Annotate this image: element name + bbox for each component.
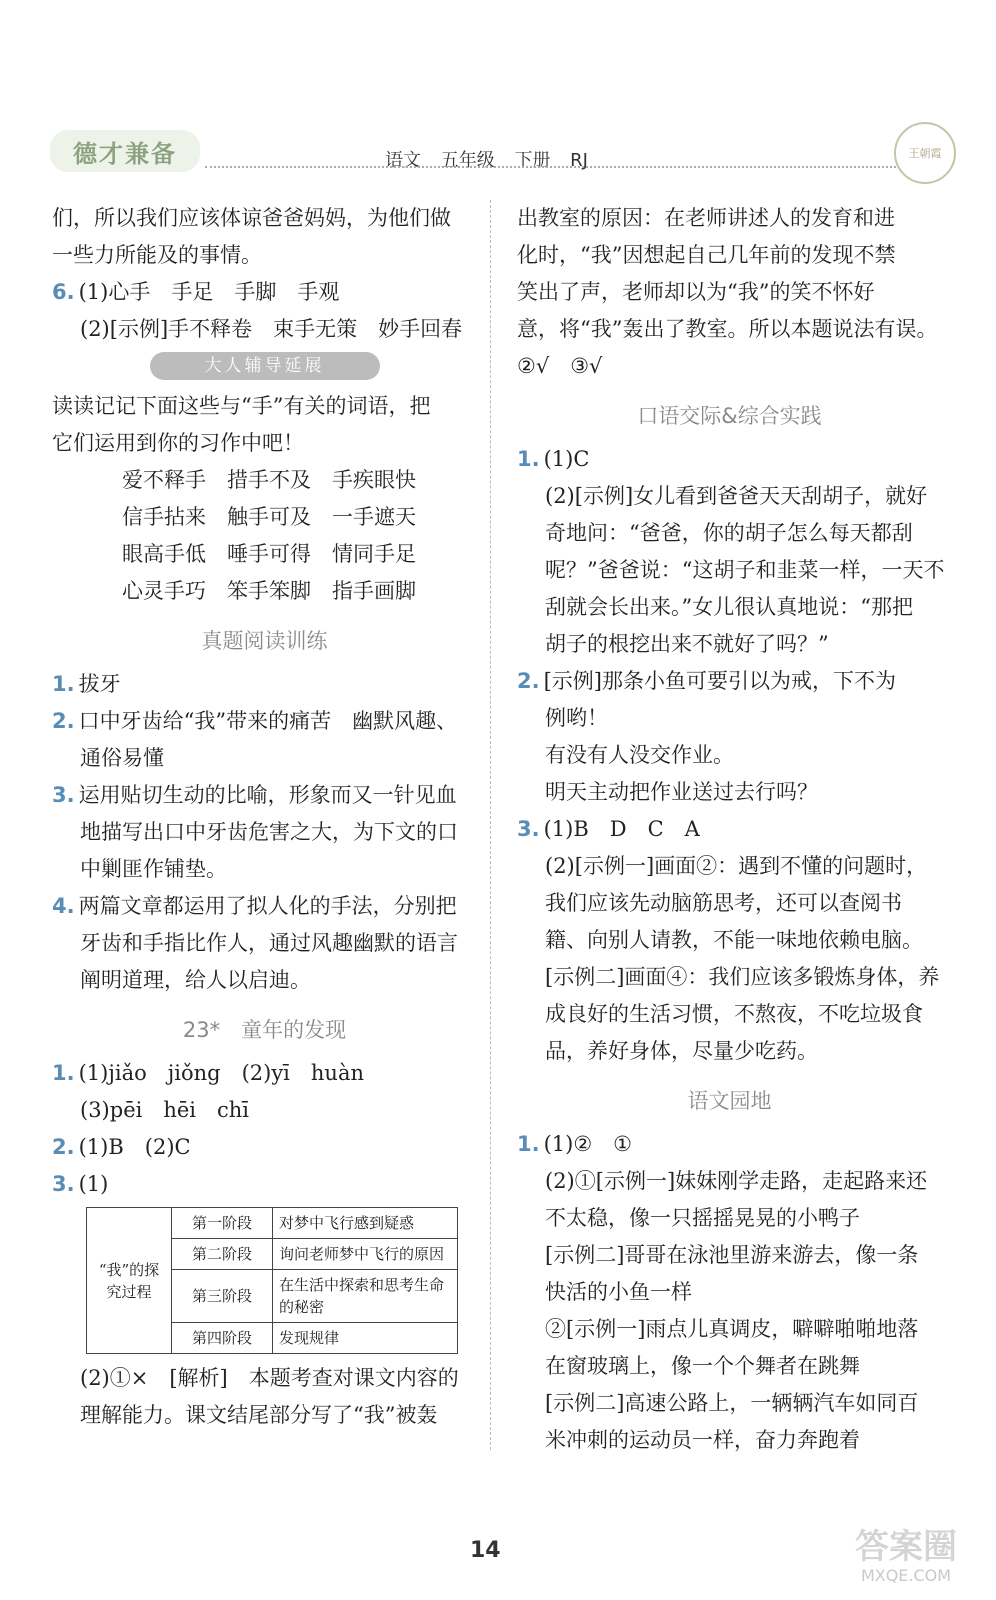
section-title: 口语交际&综合实践: [637, 404, 822, 428]
answer-text: 胡子的根挖出来不就好了吗？”: [545, 632, 829, 656]
text-line: ②√ ③√: [517, 354, 603, 378]
word-list-row: 眼高手低 唾手可得 情同手足: [122, 542, 416, 566]
lesson-answer-1: [52, 1055, 477, 1092]
answer-text: [示例二]哥哥在泳池里游来游去，像一条: [545, 1243, 919, 1267]
watermark-text: 答案圈: [855, 1527, 957, 1567]
lesson-answer-2: [52, 1129, 477, 1166]
question-number: 2.: [52, 1135, 75, 1159]
watermark-logo: [836, 1528, 976, 1590]
answer-text: [示例二]画面④：我们应该多锻炼身体，养: [545, 965, 940, 989]
question-number: 2.: [517, 669, 540, 693]
column-divider: [490, 200, 491, 1450]
table-row: [87, 1208, 458, 1239]
answer-text: 通俗易懂: [80, 746, 164, 770]
answer-text: 阐明道理，给人以启迪。: [80, 968, 311, 992]
question-number: 1.: [52, 1061, 75, 1085]
answer-text: 奇地问：“爸爸，你的胡子怎么每天都刮: [545, 521, 913, 545]
table-cell: 在生活中探索和思考生命的秘密: [273, 1270, 458, 1323]
question-number: 2.: [52, 709, 75, 733]
oral-answer-2: [517, 663, 942, 700]
right-column: [517, 200, 945, 1459]
table-header-cell: “我”的探究过程: [87, 1208, 172, 1354]
text-line: 出教室的原因：在老师讲述人的发育和进: [517, 206, 895, 230]
garden-answer-1: [517, 1126, 942, 1163]
answer-text: (2)[示例]手不释卷 束手无策 妙手回春: [80, 317, 463, 341]
answer-text: 运用贴切生动的比喻，形象而又一针见血: [78, 783, 457, 807]
answer-text: 在窗玻璃上，像一个个舞者在跳舞: [545, 1354, 860, 1378]
answer-text: 呢？”爸爸说：“这胡子和韭菜一样，一天不: [545, 558, 945, 582]
text-line: 笑出了声，老师却以为“我”的笑不怀好: [517, 280, 875, 304]
answer-text: (1)心手 手足 手脚 手观: [78, 280, 340, 304]
lesson-answer-3: [52, 1166, 477, 1203]
question-number: 1.: [517, 447, 540, 471]
answer-text: 快活的小鱼一样: [545, 1280, 692, 1304]
answer-text: 两篇文章都运用了拟人化的手法，分别把: [78, 894, 457, 918]
header-divider: [205, 166, 896, 168]
answer-text: 中剿匪作铺垫。: [80, 857, 227, 881]
table-cell: 对梦中飞行感到疑惑: [273, 1208, 458, 1239]
answer-text: 拔牙: [78, 672, 121, 696]
answer-text: (1)jiǎo jiǒng (2)yī huàn: [78, 1061, 364, 1085]
extension-text: 读读记记下面这些与“手”有关的词语，把: [52, 394, 431, 418]
answer-text: (1): [78, 1172, 109, 1196]
table-cell: 第四阶段: [172, 1323, 273, 1354]
watermark-url: MXQE.COM: [860, 1566, 952, 1585]
reading-answer-4: [52, 888, 477, 925]
answer-text: [示例二]高速公路上，一辆辆汽车如同百: [545, 1391, 919, 1415]
question-number: 4.: [52, 894, 75, 918]
answer-text: 牙齿和手指比作人，通过风趣幽默的语言: [80, 931, 458, 955]
question-number: 1.: [52, 672, 75, 696]
answer-text: 理解能力。课文结尾部分写了“我”被轰: [80, 1403, 438, 1427]
answer-text: 明天主动把作业送过去行吗？: [545, 780, 818, 804]
table-cell: 第一阶段: [172, 1208, 273, 1239]
author-seal: 王朝霞: [894, 122, 956, 184]
reading-answer-3: [52, 777, 477, 814]
answer-text: (1)C: [543, 447, 590, 471]
table-cell: 询问老师梦中飞行的原因: [273, 1239, 458, 1270]
exploration-table: [86, 1207, 458, 1354]
oral-answer-1: [517, 441, 942, 478]
answer-text: ②[示例一]雨点儿真调皮，噼噼啪啪地落: [545, 1317, 919, 1341]
answer-text: 不太稳，像一只摇摇晃晃的小鸭子: [545, 1206, 860, 1230]
word-list-row: 信手拈来 触手可及 一手遮天: [122, 505, 416, 529]
answer-text: [示例]那条小鱼可要引以为戒，下不为: [543, 669, 896, 693]
page-number: 14: [470, 1538, 501, 1563]
answer-text: (2)[示例]女儿看到爸爸天天刮胡子，就好: [545, 484, 928, 508]
section-title: 真题阅读训练: [201, 629, 328, 653]
text-line: 意，将“我”轰出了教室。所以本题说法有误。: [517, 317, 938, 341]
answer-text: (1)B D C A: [543, 817, 700, 841]
answer-text: (1)② ①: [543, 1132, 632, 1156]
answer-text: (1)B (2)C: [78, 1135, 191, 1159]
answer-text: 米冲刺的运动员一样，奋力奔跑着: [545, 1428, 860, 1452]
answer-text: 成良好的生活习惯，不熬夜，不吃垃圾食: [545, 1002, 923, 1026]
answer-text: 品，养好身体，尽量少吃药。: [545, 1039, 818, 1063]
text-line: 们，所以我们应该体谅爸爸妈妈，为他们做: [52, 206, 451, 230]
table-cell: 第三阶段: [172, 1270, 273, 1323]
lesson-title: 23* 童年的发现: [182, 1018, 347, 1042]
text-line: 化时，“我”因想起自己几年前的发现不禁: [517, 243, 896, 267]
word-list-row: 爱不释手 措手不及 手疾眼快: [122, 468, 416, 492]
answer-text: (2)[示例一]画面②：遇到不懂的问题时，: [545, 854, 928, 878]
brand-logo: 德才兼备: [50, 130, 200, 172]
answer-text: (2)①[示例一]妹妹刚学走路，走起路来还: [545, 1169, 928, 1193]
text-line: 一些力所能及的事情。: [52, 243, 262, 267]
answer-text: 我们应该先动脑筋思考，还可以查阅书: [545, 891, 902, 915]
question-6: [52, 274, 477, 311]
question-number: 3.: [52, 1172, 75, 1196]
answer-text: (3)pēi hēi chī: [80, 1098, 250, 1122]
question-number: 3.: [517, 817, 540, 841]
answer-text: 例哟！: [545, 706, 608, 730]
answer-text: 刮就会长出来。”女儿很认真地说：“那把: [545, 595, 913, 619]
question-number: 3.: [52, 783, 75, 807]
answer-text: 有没有人没交作业。: [545, 743, 734, 767]
question-number: 6.: [52, 280, 75, 304]
question-number: 1.: [517, 1132, 540, 1156]
answer-text: 口中牙齿给“我”带来的痛苦 幽默风趣、: [78, 709, 458, 733]
table-cell: 第二阶段: [172, 1239, 273, 1270]
left-column: [52, 200, 477, 1434]
answer-text: (2)①× [解析] 本题考查对课文内容的: [80, 1366, 459, 1390]
reading-answer-2: [52, 703, 477, 740]
extension-text: 它们运用到你的习作中吧！: [52, 431, 304, 455]
section-title: 语文园地: [687, 1089, 772, 1113]
section-banner: 大人辅导延展: [150, 352, 380, 380]
page-header-title: 语文 五年级 下册 RJ: [385, 150, 588, 171]
word-list-row: 心灵手巧 笨手笨脚 指手画脚: [122, 579, 416, 603]
reading-answer-1: [52, 666, 477, 703]
table-cell: 发现规律: [273, 1323, 458, 1354]
answer-text: 地描写出口中牙齿危害之大，为下文的口: [80, 820, 458, 844]
answer-text: 籍、向别人请教，不能一味地依赖电脑。: [545, 928, 923, 952]
oral-answer-3: [517, 811, 942, 848]
